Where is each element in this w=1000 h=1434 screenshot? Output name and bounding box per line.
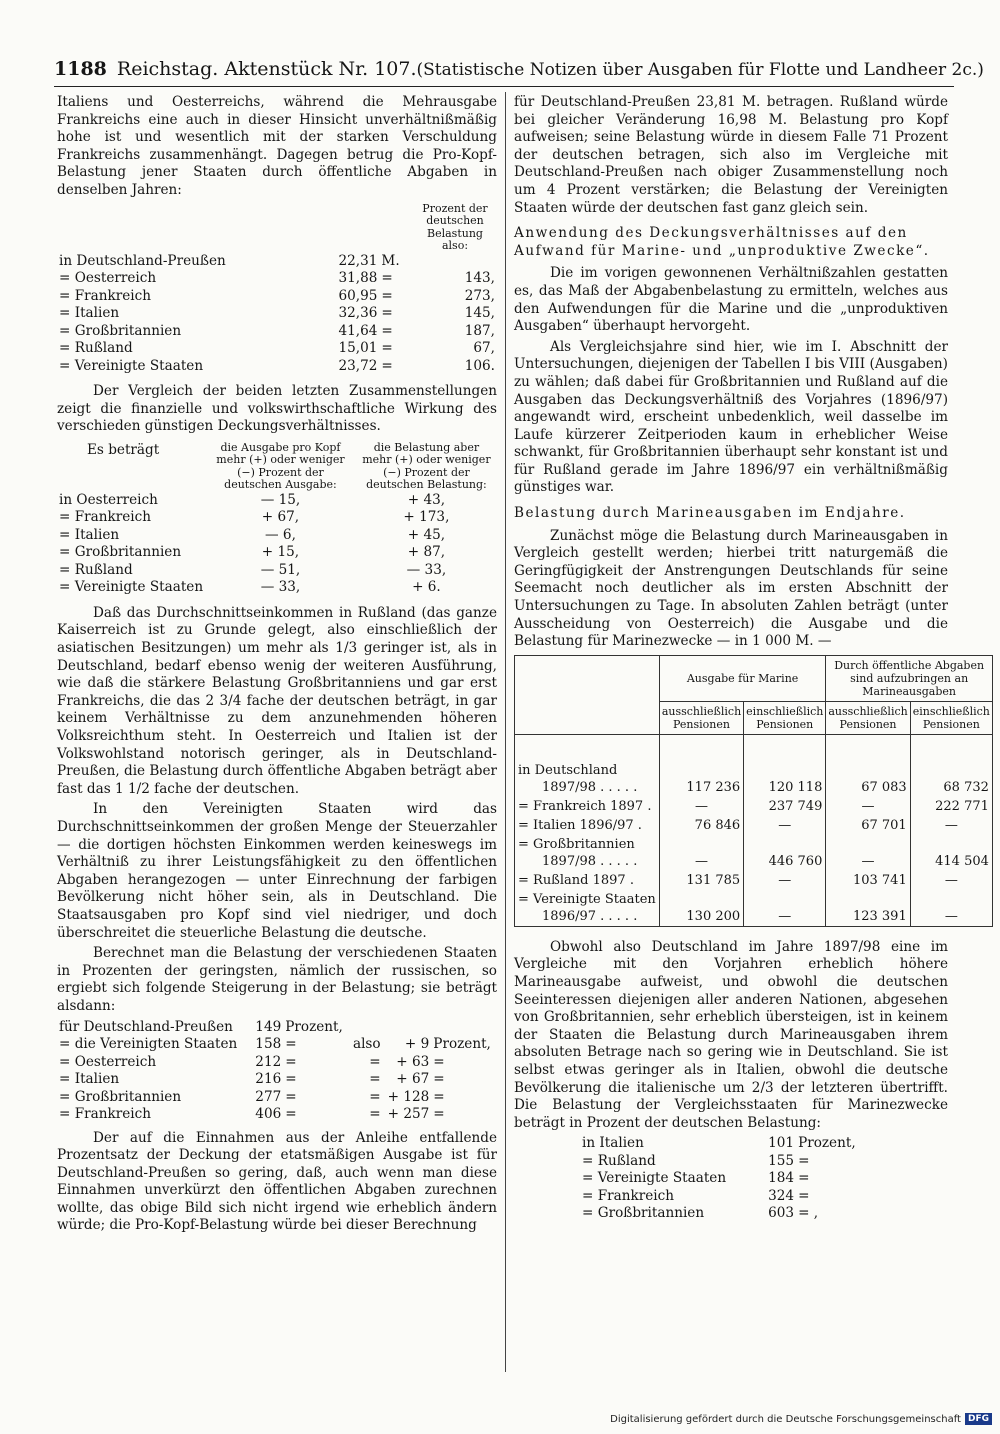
column-header: die Belastung aber mehr (+) oder weniger (−) Prozent der deutschen Belastung:: [362, 440, 491, 492]
row-label-line: 1896/97 . . . . .: [542, 908, 638, 924]
row-label: [515, 797, 660, 816]
unit-cell: =: [285, 1106, 297, 1122]
column-header: ausschließlich Pensionen: [659, 701, 743, 734]
state-name: = Frankreich: [59, 1106, 151, 1122]
value-cell: —: [910, 890, 992, 927]
value-cell: 131 785: [659, 871, 743, 890]
section-heading: Anwendung des Deckungsverhältnisses auf den Aufwand für Marine- und „unproduktive Zwecke“.: [514, 225, 930, 259]
value-cell: 31,88: [338, 270, 378, 287]
unit-cell: =: [381, 322, 393, 339]
table-row: [57, 544, 497, 562]
table-row: [515, 871, 993, 890]
paragraph: Italiens und Oesterreichs, während die Mehrausgabe Frankreichs eine auch in dieser Hinsicht unverhältnißmäßig hohe ist und wesentlich mit der starken Verschuldung Frankreichs zusammenhängt. Dagegen betrug die Pro-Kopf-Belastung jener Staaten durch öffentliche Abgaben in denselben Jahren:: [57, 94, 497, 198]
footer-text: Digitalisierung gefördert durch die Deutsche Forschungsgemeinschaft: [610, 1413, 961, 1425]
unit-cell: [431, 1019, 497, 1037]
document-title: Reichstag. Aktenstück Nr. 107.: [116, 58, 417, 80]
value-cell: 212: [255, 1053, 282, 1070]
value-cell: —: [910, 871, 992, 890]
spacer-row: [515, 734, 993, 761]
also-cell: =: [369, 1088, 381, 1105]
state-name: = Rußland: [59, 340, 133, 357]
paragraph: Als Vergleichsjahre sind hier, wie im I. Abschnitt der Untersuchungen, diejenigen der Tabellen I bis VIII (Ausgaben) zu wählen; daß dabei für Großbritannien und Rußland auf die Ausgaben das Deckungsverhältniß des Vorjahres (1896/97) angewandt wird, erscheint unbedenklich, weil dasselbe im Laufe kürzerer Zeitperioden kaum in erheblicher Weise schwankt, für Großbritannien überhaupt sehr konstant ist und für Rußland gerade im Jahre 1896/97 ein verhältnißmäßig günstiges war.: [514, 338, 948, 496]
value-cell: 76 846: [659, 816, 743, 835]
value-cell: —: [826, 797, 910, 816]
row-label: [515, 871, 660, 890]
value-cell: 32,36: [338, 305, 378, 322]
table-row: [57, 509, 497, 527]
value-cell: 103 741: [826, 871, 910, 890]
footer: [610, 1413, 992, 1425]
table-row: [580, 1205, 858, 1223]
value-cell: 158: [255, 1036, 282, 1052]
value-cell: 68 732: [910, 761, 992, 797]
expense-diff-cell: — 6,: [265, 526, 296, 543]
state-name: = Frankreich: [59, 287, 151, 304]
state-name: = die Vereinigten Staaten: [59, 1036, 238, 1052]
percent-cell: [413, 253, 497, 271]
column-header: einschließlich Pensionen: [910, 701, 992, 734]
percent-cell: 106.: [464, 357, 495, 374]
section-heading: Belastung durch Marineausgaben im Endjahre.: [514, 505, 906, 522]
unit-cell: =: [381, 287, 393, 304]
unit-cell: =: [381, 305, 393, 322]
table-label: Es beträgt: [87, 441, 160, 458]
unit-cell: = ,: [798, 1205, 819, 1222]
marine-burden-table: [580, 1135, 858, 1223]
left-column: [57, 94, 497, 1238]
table-row: [57, 1036, 497, 1054]
table-row: [57, 270, 497, 288]
value-cell: 117 236: [659, 761, 743, 797]
value-cell: 414 504: [910, 835, 992, 871]
row-label-line: = Frankreich 1897 .: [518, 798, 652, 814]
expense-diff-cell: + 15,: [261, 544, 300, 561]
state-name: = Rußland: [59, 561, 133, 578]
diff-cell: + 67: [396, 1071, 430, 1087]
value-cell: —: [910, 816, 992, 835]
value-cell: 446 760: [744, 835, 826, 871]
unit-cell: Prozent,: [798, 1135, 856, 1152]
state-name: = Oesterreich: [59, 270, 157, 287]
table-row: [57, 340, 497, 358]
paragraph: Daß das Durchschnittseinkommen in Rußland (das ganze Kaiserreich ist zu Grunde gelegt, also einschließlich der asiatischen Besitzungen) um mehr als 1/3 geringer ist, als in Deutschland, bedarf ebenso wenig der weiteren Ausführung, wie daß die stärkere Belastung Großbritanniens und gar erst Frankreichs, die das 2 3/4 fache der deutschen beträgt, in gar keinem Verhältnisse zu dem anzunehmenden höheren Volksreichthum steht. In Oesterreich und Italien ist der Volkswohlstand notorisch geringer, als in Deutschland-Preußen, die Belastung durch öffentliche Abgaben beträgt aber fast das 1 1/2 fache der deutschen.: [57, 604, 497, 797]
value-cell: 123 391: [826, 890, 910, 927]
paragraph: In den Vereinigten Staaten wird das Durchschnittseinkommen der großen Menge der Steuerzahler — die dortigen höchsten Einkommen werden keineswegs im Verhältniß zu ihrer Leistungsfähigkeit zu den öffentlichen Abgaben herangezogen — unter Einrechnung der farbigen Bevölkerung nicht höher sein, als in Deutschland. Die Staatsausgaben pro Kopf sind viel niedriger, und doch überschreitet die steuerliche Belastung die deutsche.: [57, 801, 497, 941]
diff-cell: + 128: [387, 1088, 430, 1105]
burden-diff-cell: + 45,: [407, 526, 446, 543]
table-header-row: [57, 442, 497, 492]
unit-cell: M.: [381, 252, 400, 269]
row-label-line: 1897/98 . . . . .: [542, 779, 638, 795]
row-label: [515, 890, 660, 927]
column-header: die Ausgabe pro Kopf mehr (+) oder weniger (−) Prozent der deutschen Ausgabe:: [216, 440, 345, 492]
percent-cell: 273,: [464, 287, 495, 304]
diff-cell: [383, 1019, 432, 1037]
paragraph: Zunächst möge die Belastung durch Marineausgaben in Vergleich gestellt werden; hierbei tritt naturgemäß die Geringfügigkeit der Anstrengungen Deutschlands für seine Seemacht noch deutlicher als im ersten Abschnitt der Untersuchungen zu Tage. In absoluten Zahlen beträgt (unter Ausscheidung von Oesterreich) die Ausgabe und die Belastung für Marinezwecke — in 1 000 M. —: [514, 527, 948, 650]
value-cell: 67 083: [826, 761, 910, 797]
state-name: = Italien: [59, 1071, 120, 1087]
table-row: [515, 761, 993, 797]
paragraph: Der auf die Einnahmen aus der Anleihe entfallende Prozentsatz der Deckung der etatsmäßigen Ausgabe ist für Deutschland-Preußen so gering, daß, auch wenn man diese Einnahmen unverkürzt den öffentlichen Abgaben zurechnen wollte, das obige Bild sich nicht irgend wie erheblich ändern würde; die Pro-Kopf-Belastung würde bei dieser Berechnung: [57, 1129, 497, 1234]
unit-cell: =: [798, 1170, 810, 1187]
value-cell: 406: [255, 1106, 282, 1122]
state-name: = Vereinigte Staaten: [582, 1170, 727, 1187]
diff-cell: + 257: [387, 1106, 430, 1122]
paragraph: Berechnet man die Belastung der verschiedenen Staaten in Prozenten der geringsten, nämlich der russischen, so ergiebt sich folgende Steigerung in der Belastung; sie beträgt alsdann:: [57, 945, 497, 1014]
row-label: [515, 835, 660, 871]
percent-cell: 143,: [464, 270, 495, 287]
paragraph: Obwohl also Deutschland im Jahre 1897/98 eine im Vergleiche mit den Vorjahren erheblich höhere Marineausgabe aufweist, und obwohl die deutschen Seeinteressen diejenigen aller anderen Nationen, abgesehen von Großbritannien, sehr erheblich übersteigen, ist in keinem der Staaten die Belastung durch Marineausgaben ihrem absoluten Betrage nach so gering wie in Deutschland. Sie ist selbst etwas geringer als in Italien, obwohl die deutsche Bevölkerung die italienische um 2/3 der letzteren übertrifft. Die Belastung der Vergleichsstaaten für Marinezwecke beträgt in Prozent der deutschen Belastung:: [514, 938, 948, 1131]
table-row: [515, 797, 993, 816]
state-name: = Großbritannien: [582, 1205, 705, 1222]
state-name: = Oesterreich: [59, 1053, 157, 1070]
unit-cell: =: [433, 1088, 445, 1105]
also-cell: also: [352, 1036, 381, 1052]
unit-cell: =: [798, 1152, 810, 1169]
table-row: [515, 890, 993, 927]
burden-diff-cell: + 87,: [407, 544, 446, 561]
unit-cell: =: [433, 1053, 445, 1070]
burden-diff-cell: + 43,: [407, 491, 446, 508]
paragraph: Der Vergleich der beiden letzten Zusammenstellungen zeigt die finanzielle und volkswirthschaftliche Wirkung des verschieden günstigen Deckungsverhältnisses.: [57, 383, 497, 435]
column-group-header: Ausgabe für Marine: [659, 655, 826, 701]
percent-cell: 145,: [464, 305, 495, 322]
diff-cell: + 63: [396, 1053, 430, 1070]
state-name: = Vereinigte Staaten: [59, 579, 204, 596]
value-cell: —: [826, 835, 910, 871]
value-cell: —: [744, 871, 826, 890]
state-name: = Großbritannien: [59, 322, 182, 339]
state-name: in Oesterreich: [59, 491, 158, 508]
table-row: [57, 527, 497, 545]
unit-cell: =: [285, 1088, 297, 1105]
table-row: [515, 835, 993, 871]
value-cell: 23,72: [338, 357, 378, 374]
unit-cell: =: [798, 1187, 810, 1204]
value-cell: 60,95: [338, 287, 378, 304]
value-cell: 149: [255, 1018, 282, 1035]
state-name: für Deutschland-Preußen: [59, 1018, 233, 1035]
right-column: [514, 94, 990, 1223]
column-header: einschließlich Pensionen: [744, 701, 826, 734]
value-cell: 22,31: [338, 252, 378, 269]
state-name: = Frankreich: [59, 509, 151, 526]
state-name: = Rußland: [582, 1152, 656, 1169]
expense-diff-cell: — 33,: [260, 579, 301, 596]
expense-diff-cell: + 67,: [261, 509, 300, 526]
table-row: [57, 492, 497, 510]
value-cell: 15,01: [338, 340, 378, 357]
value-cell: 277: [255, 1088, 282, 1105]
column-group-header: Durch öffentliche Abgaben sind aufzubringen an Marineausgaben: [826, 655, 993, 701]
row-label-line: = Vereinigte Staaten: [518, 891, 656, 907]
table-row: [580, 1153, 858, 1171]
expense-diff-cell: — 15,: [260, 491, 301, 508]
also-cell: =: [369, 1071, 381, 1087]
unit-cell: =: [433, 1106, 445, 1122]
unit-cell: =: [381, 340, 393, 357]
table-row: [57, 1054, 497, 1072]
row-label: [515, 761, 660, 797]
burden-diff-cell: + 6.: [412, 579, 441, 596]
expense-diff-cell: — 51,: [260, 561, 301, 578]
row-label-line: = Rußland 1897 .: [518, 872, 634, 888]
row-label: [515, 816, 660, 835]
state-name: = Frankreich: [582, 1187, 674, 1204]
column-divider: [505, 92, 506, 1372]
empty-header-cell: [515, 655, 660, 734]
table-row: [580, 1170, 858, 1188]
row-label-line: 1897/98 . . . . .: [542, 853, 638, 869]
state-name: = Großbritannien: [59, 1088, 182, 1105]
comparison-table: [57, 442, 497, 597]
table-header-row: [515, 655, 993, 701]
value-cell: 130 200: [659, 890, 743, 927]
value-cell: 237 749: [744, 797, 826, 816]
page-number: 1188: [54, 58, 107, 80]
table-row: [57, 1089, 497, 1107]
column-header: Prozent der deutschen Belastung also:: [422, 201, 488, 253]
increase-table: [57, 1019, 497, 1124]
table-row: [57, 253, 497, 271]
value-cell: 184: [768, 1170, 795, 1187]
table-row: [580, 1188, 858, 1206]
table-row: [57, 288, 497, 306]
state-name: = Großbritannien: [59, 544, 182, 561]
table-row: [57, 562, 497, 580]
percent-cell: 67,: [473, 340, 495, 357]
row-label-line: = Großbritannien: [518, 836, 635, 852]
value-cell: 222 771: [910, 797, 992, 816]
value-cell: —: [744, 890, 826, 927]
burden-per-head-table: [57, 203, 497, 376]
table-row: [57, 1106, 497, 1124]
unit-cell: =: [381, 357, 393, 374]
table-header-row: [57, 203, 497, 253]
table-row: [580, 1135, 858, 1153]
value-cell: —: [744, 816, 826, 835]
table-row: [57, 358, 497, 376]
value-cell: 101: [768, 1135, 795, 1152]
dfg-logo: DFG: [965, 1413, 992, 1425]
row-label-line: in Deutschland: [518, 762, 618, 778]
header-rule: [54, 86, 954, 87]
state-name: in Italien: [582, 1135, 644, 1152]
unit-cell: =: [285, 1053, 297, 1070]
state-name: = Vereinigte Staaten: [59, 357, 204, 374]
paragraph: Die im vorigen gewonnenen Verhältnißzahlen gestatten es, das Maß der Abgabenbelastung zu ermitteln, welches aus den Aufwendungen für die Marine und die „unproduktiven Ausgaben“ überhaupt hervorgeht.: [514, 265, 948, 335]
value-cell: 120 118: [744, 761, 826, 797]
also-cell: =: [369, 1106, 381, 1122]
unit-cell: =: [433, 1071, 445, 1087]
unit-cell: =: [285, 1071, 297, 1087]
marine-expenditure-table: [514, 655, 993, 927]
state-name: = Italien: [59, 526, 120, 543]
value-cell: 67 701: [826, 816, 910, 835]
value-cell: 603: [768, 1205, 795, 1222]
state-name: = Italien: [59, 305, 120, 322]
state-name: in Deutschland-Preußen: [59, 252, 226, 269]
unit-cell: =: [285, 1036, 297, 1052]
value-cell: 155: [768, 1152, 795, 1169]
paragraph: für Deutschland-Preußen 23,81 M. betragen. Rußland würde bei gleicher Veränderung 16,98 M. Belastung pro Kopf aufweisen; seine Belastung würde in diesem Falle 71 Prozent der deutschen betragen, sich also im Vergleiche mit Deutschland-Preußen nach obiger Zusammenstellung noch um 4 Prozent verstärken; die Belastung der Vereinigten Staaten würde der deutschen fast ganz gleich sein.: [514, 94, 948, 216]
table-row: [57, 1019, 497, 1037]
table-row: [57, 579, 497, 597]
burden-diff-cell: + 173,: [403, 509, 450, 526]
table-row: [515, 816, 993, 835]
value-cell: —: [659, 797, 743, 816]
unit-cell: =: [381, 270, 393, 287]
percent-cell: 187,: [464, 322, 495, 339]
diff-cell: + 9: [404, 1036, 430, 1052]
table-row: [57, 305, 497, 323]
value-cell: —: [659, 835, 743, 871]
document-caption: (Statistische Notizen über Ausgaben für Flotte und Landheer 2c.): [416, 60, 984, 80]
table-row: [57, 1071, 497, 1089]
also-cell: =: [369, 1053, 381, 1070]
row-label-line: = Italien 1896/97 .: [518, 817, 642, 833]
burden-diff-cell: — 33,: [406, 561, 447, 578]
value-cell: 324: [768, 1187, 795, 1204]
column-header: ausschließlich Pensionen: [826, 701, 910, 734]
value-cell: 216: [255, 1071, 282, 1087]
unit-cell: Prozent,: [285, 1018, 343, 1035]
also-cell: [349, 1019, 383, 1037]
unit-cell: Prozent,: [433, 1036, 491, 1052]
table-row: [57, 323, 497, 341]
page-header: [54, 58, 984, 80]
value-cell: 41,64: [338, 322, 378, 339]
